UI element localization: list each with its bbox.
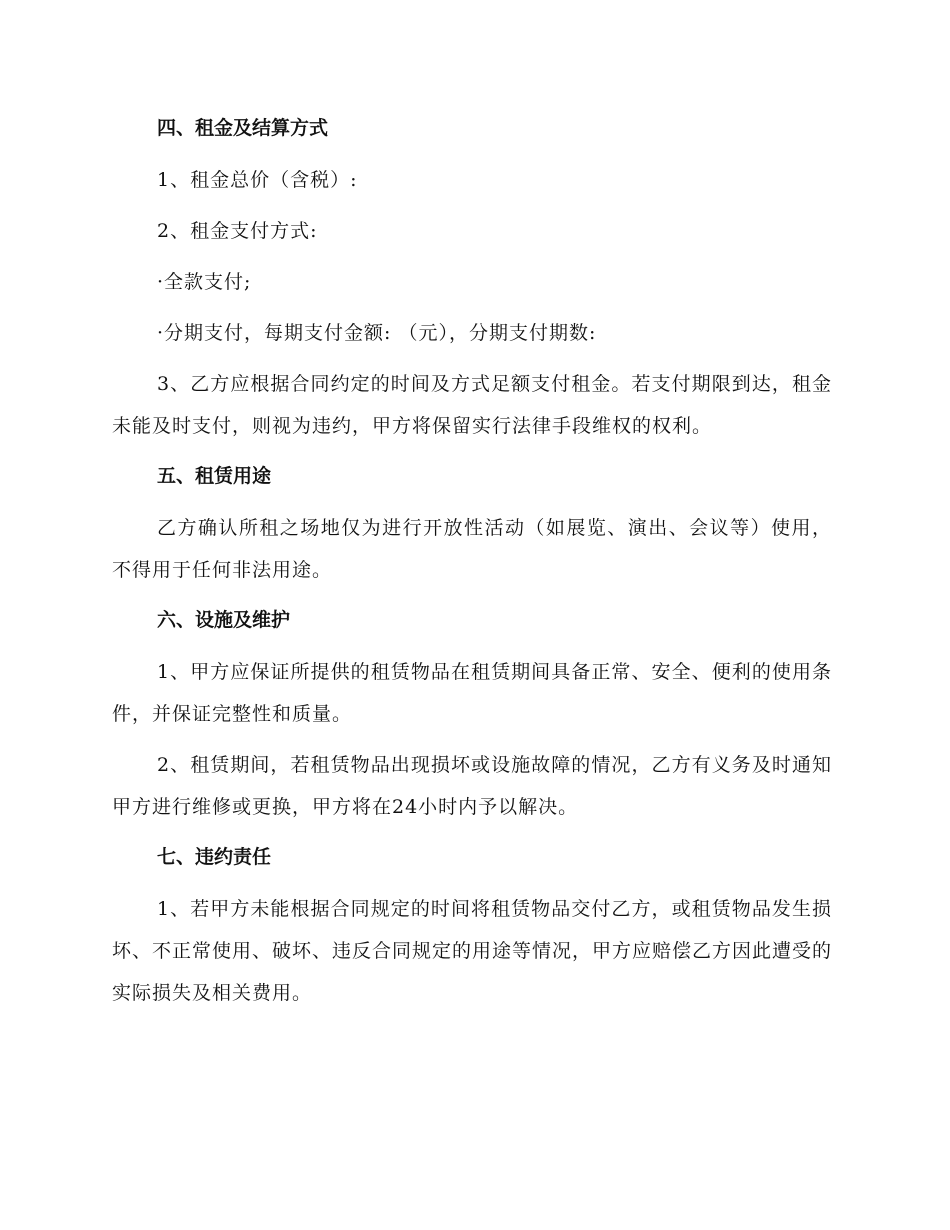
paragraph-total-rent: 1、租金总价（含税）: (157, 169, 358, 191)
paragraph-venue-usage: 乙方确认所租之场地仅为进行开放性活动（如展览、演出、会议等）使用，不得用于任何非法用途。 (112, 517, 832, 581)
paragraph-full-payment: ·全款支付; (157, 271, 252, 293)
paragraph-repair-notice: 2、租赁期间，若租赁物品出现损坏或设施故障的情况，乙方有义务及时通知甲方进行维修或更换，甲方将在24小时内予以解决。 (112, 754, 832, 818)
section-heading-rent-settlement: 四、租金及结算方式 (157, 117, 329, 139)
paragraph-payment-method: 2、租金支付方式: (157, 220, 318, 242)
document-body (112, 108, 832, 1023)
section-heading-facilities-maintenance: 六、设施及维护 (157, 609, 291, 631)
paragraph-facility-guarantee: 1、甲方应保证所提供的租赁物品在租赁期间具备正常、安全、便利的使用条件，并保证完整性和质量。 (112, 661, 832, 725)
section-heading-breach-liability: 七、违约责任 (157, 846, 272, 868)
paragraph-payment-obligation: 3、乙方应根据合同约定的时间及方式足额支付租金。若支付期限到达，租金未能及时支付，则视为违约，甲方将保留实行法律手段维权的权利。 (112, 373, 832, 437)
section-heading-lease-purpose: 五、租赁用途 (157, 465, 272, 487)
paragraph-compensation: 1、若甲方未能根据合同规定的时间将租赁物品交付乙方，或租赁物品发生损坏、不正常使用、破坏、违反合同规定的用途等情况，甲方应赔偿乙方因此遭受的实际损失及相关费用。 (112, 898, 833, 1004)
paragraph-installment-payment: ·分期支付，每期支付金额: （元），分期支付期数: (157, 322, 597, 344)
